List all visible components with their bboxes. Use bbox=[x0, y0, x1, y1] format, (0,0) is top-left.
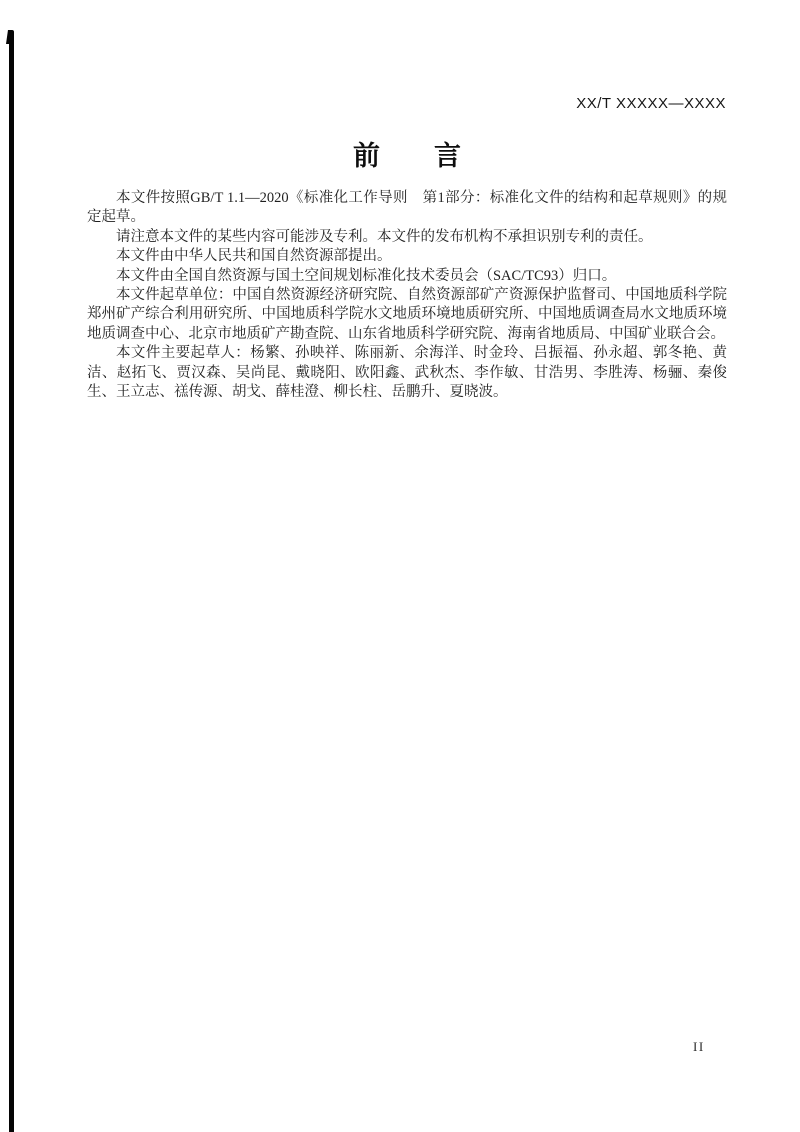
paragraph-drafting-rules: 本文件按照GB/T 1.1—2020《标准化工作导则 第1部分：标准化文件的结构和起草规则》的规定起草。 bbox=[87, 190, 727, 226]
paragraph-drafting-organizations: 本文件起草单位：中国自然资源经济研究院、自然资源部矿产资源保护监督司、中国地质科学院郑州矿产综合利用研究所、中国地质科学院水文地质环境地质研究所、中国地质调查局水文地质环境地质调查中心、北京市地质矿产勘查院、山东省地质科学研究院、海南省地质局、中国矿业联合会。 bbox=[87, 287, 727, 342]
page-number: II bbox=[693, 1039, 705, 1054]
paragraph-main-drafters: 本文件主要起草人：杨繁、孙映祥、陈丽新、余海洋、时金玲、吕振福、孙永超、郭冬艳、黄洁、赵拓飞、贾汉森、吴尚昆、戴晓阳、欧阳鑫、武秋杰、李作敏、甘浩男、李胜涛、杨骊、秦俊生、王立志、禚传源、胡戈、薛桂澄、柳长柱、岳鹏升、夏晓波。 bbox=[87, 345, 727, 401]
foreword-body bbox=[87, 189, 727, 402]
paragraph-committee: 本文件由全国自然资源与国土空间规划标准化技术委员会（SAC/TC93）归口。 bbox=[116, 267, 617, 284]
paragraph-patent-notice: 请注意本文件的某些内容可能涉及专利。本文件的发布机构不承担识别专利的责任。 bbox=[116, 228, 653, 245]
foreword-title: 前 言 bbox=[353, 141, 461, 171]
scan-edge-artifact bbox=[9, 30, 14, 1132]
paragraph-proposed-by: 本文件由中华人民共和国自然资源部提出。 bbox=[116, 248, 392, 265]
doc-number: XX/T XXXXX—XXXX bbox=[576, 95, 726, 112]
